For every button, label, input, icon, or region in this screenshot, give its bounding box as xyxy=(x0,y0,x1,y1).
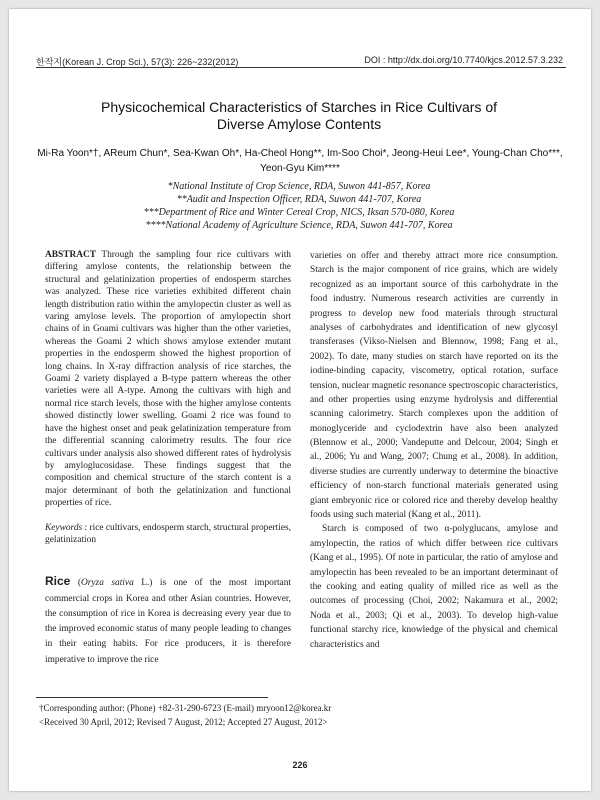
journal-page xyxy=(9,9,591,791)
keywords-label: Keywords xyxy=(45,522,83,533)
affiliation-4: ****National Academy of Agriculture Science, RDA, Suwon 441-707, Korea xyxy=(145,220,453,231)
abstract-label: ABSTRACT xyxy=(45,250,97,260)
left-column xyxy=(45,249,291,668)
affiliation-2: **Audit and Inspection Officer, RDA, Suwon 441-707, Korea xyxy=(176,194,422,205)
paper-title-line-2: Diverse Amylose Contents xyxy=(216,116,382,132)
journal-citation: 한작지(Korean J. Crop Sci.), 57(3): 226~232(2012) xyxy=(36,57,239,67)
right-column xyxy=(310,249,558,652)
intro-text: L.) is one of the most important commercial crops in Korea and other Asian countries. However, the consumption of rice in Korea is decreasing every year due to the improved economic status of many people leading to changes in their eating habits. For rice producers, it is therefore imperative to improve the rice xyxy=(45,578,292,665)
footnote-rule xyxy=(36,697,268,698)
intro-paren: ( xyxy=(70,578,81,589)
abstract xyxy=(45,249,291,510)
authors-line-1: Mi-Ra Yoon*†, AReum Chun*, Sea-Kwan Oh*, Ha-Cheol Hong**, Im-Soo Choi*, Jeong-Heui Lee*, Young-Chan Cho***, xyxy=(37,148,563,159)
affiliation-3: ***Department of Rice and Winter Cereal Crop, NICS, Iksan 570-080, Korea xyxy=(143,207,455,218)
intro-paragraph-2: Starch is composed of two α-polyglucans, amylose and amylopectin, the ratios of which differ between rice cultivars (Kang et al., 1995). Of note in particular, the ratio of amylose and amylopectin has been revealed to be an important determinant of the cooking and eating quality of milled rice as well as the outcomes of processing (Choi, 2002; Nakamura et al., 2002; Noda et al., 2003; Qi et al., 2003). To develop high-value functional starchy rice, knowledge of the physical and chemical characteristics and xyxy=(310,524,558,650)
keywords xyxy=(45,522,291,547)
species-name: Oryza sativa xyxy=(80,578,134,589)
paper-title-line-1: Physicochemical Characteristics of Starches in Rice Cultivars of xyxy=(100,99,498,115)
corresponding-author-note: †Corresponding author: (Phone) +82-31-290-6723 (E-mail) mryoon12@korea.kr xyxy=(39,703,332,713)
header-rule xyxy=(36,67,566,68)
page-number: 226 xyxy=(292,760,308,770)
doi-link[interactable]: DOI : http://dx.doi.org/10.7740/kjcs.2012.57.3.232 xyxy=(364,55,563,65)
intro-paragraph-1-cont: varieties on offer and thereby attract more rice consumption. Starch is the major component of rice grains, which are widely recognized as an important source of this carbohydrate in the food industry. Numerous research activities are currently in progress to develop new food materials through structural analyses of carbohydrates and identification of new glycosyl transferases (Vikso-Nielsen and Blennow, 1998; Fang et al., 2002). To date, many studies on starch have reported on its the iodine-binding capacity, viscometry, optical rotation, surface tension, nuclear magnetic resonance spectroscopic characteristics, and other properties using enzyme hydrolysis and differential scanning calorimetry. Starch complexes upon the addition of monoglyceride and cyclodextrin have also been analyzed (Blennow et al., 2000; Vandeputte and Delcour, 2004; Singh et al., 2006; Yu and Wang, 2007; Chung et al., 2008). In addition, diverse studies are currently underway to determine the bioactive efficiency of non-starch functional materials generated using giant embryonic rice or colored rice and thereby develop healthy foods using such material (Kang et al., 2011). xyxy=(310,251,558,521)
abstract-text: Through the sampling four rice cultivars with differing amylose contents, the relationship between the structural and gelatinization properties of endosperm starches was analyzed. These rice varieties exhibited different chain length distribution ratio within the amylopectin cluster as well as varing amylose levels. The proportion of amylopectin short chains of in Goami cultivars was higher than the other varieties, whereas the Goami 2 which shows amylose extender mutant properties in the endosperm showed the highest proportion of long chains. In X-ray diffraction analysis of rice starches, the Goami 2 variety displayed a B-type pattern whereas the other varieties were all A-type. Among the cultivars with high and normal rice starch levels, those with the higher amylose contents showed distinctly lower swelling. Goami 2 rice was found to have the highest onset and peak gelatinization temperature from the differential scanning calorimetry results. The four rice cultivars under analysis also showed different rates of hydrolysis by amyloglucosidase. These findings suggest that the composition and chemical structure of the starch content is a major determinant of both the gelatinization and functional properties of rice. xyxy=(45,250,291,509)
intro-lead-word: Rice xyxy=(45,574,71,589)
intro-paragraph-1 xyxy=(45,572,291,668)
authors-line-2: Yeon-Gyu Kim**** xyxy=(260,163,340,174)
received-dates-note: <Received 30 April, 2012; Revised 7 August, 2012; Accepted 27 August, 2012> xyxy=(39,717,328,727)
affiliation-1: *National Institute of Crop Science, RDA, Suwon 441-857, Korea xyxy=(167,181,431,192)
keywords-text: : rice cultivars, endosperm starch, structural properties, gelatinization xyxy=(45,522,291,545)
